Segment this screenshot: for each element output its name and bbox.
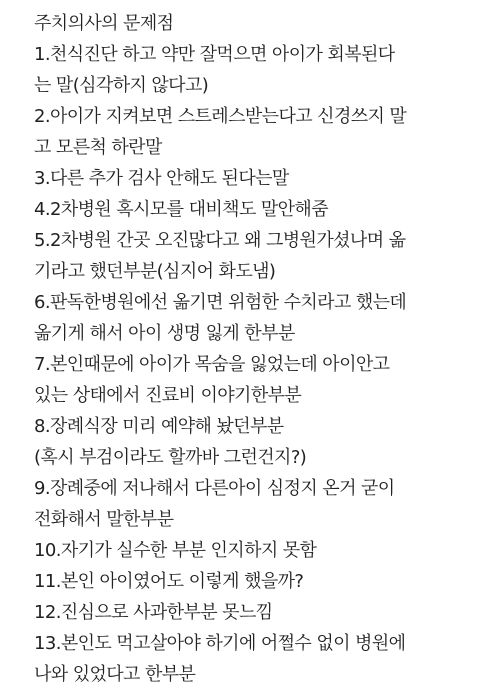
text-line: 10.자기가 실수한 부분 인지하지 못함 (34, 540, 317, 561)
text-line: 전화해서 말한부분 (34, 509, 174, 530)
text-line: 나와 있었다고 한부분 (34, 664, 196, 685)
text-line: 8.장례식장 미리 예약해 놨던부분 (34, 416, 284, 437)
text-line: 5.2차병원 간곳 오진많다고 왜 그병원가셨나며 옮 (34, 230, 406, 251)
text-line: 는 말(심각하지 않다고) (34, 75, 209, 96)
page-title: 주치의사의 문제점 (34, 13, 174, 34)
text-line: 있는 상태에서 진료비 이야기한부분 (34, 385, 302, 406)
text-line: 옮기게 해서 아이 생명 잃게 한부분 (34, 323, 295, 344)
text-line: 2.아이가 지켜보면 스트레스받는다고 신경쓰지 말 (34, 106, 407, 127)
text-line: 12.진심으로 사과한부분 못느낌 (34, 602, 273, 623)
text-line: 3.다른 추가 검사 안해도 된다는말 (34, 168, 289, 189)
text-line: 7.본인때문에 아이가 목숨을 잃었는데 아이안고 (34, 354, 390, 375)
text-line: (혹시 부검이라도 할까바 그런건지?) (34, 447, 307, 468)
text-line: 6.판독한병원에선 옮기면 위험한 수치라고 했는데 (34, 292, 407, 313)
text-line: 9.장례중에 저나해서 다른아이 심정지 온거 굳이 (34, 478, 395, 499)
text-line: 1.천식진단 하고 약만 잘먹으면 아이가 회복된다 (34, 44, 395, 65)
text-line: 11.본인 아이였어도 이렇게 했을까? (34, 571, 304, 592)
text-line: 고 모른척 하란말 (34, 137, 162, 158)
text-line: 13.본인도 먹고살아야 하기에 어쩔수 없이 병원에 (34, 633, 406, 654)
text-line: 기라고 했던부분(심지어 화도냄) (34, 261, 276, 282)
text-line: 4.2차병원 혹시모를 대비책도 말안해줌 (34, 199, 329, 220)
